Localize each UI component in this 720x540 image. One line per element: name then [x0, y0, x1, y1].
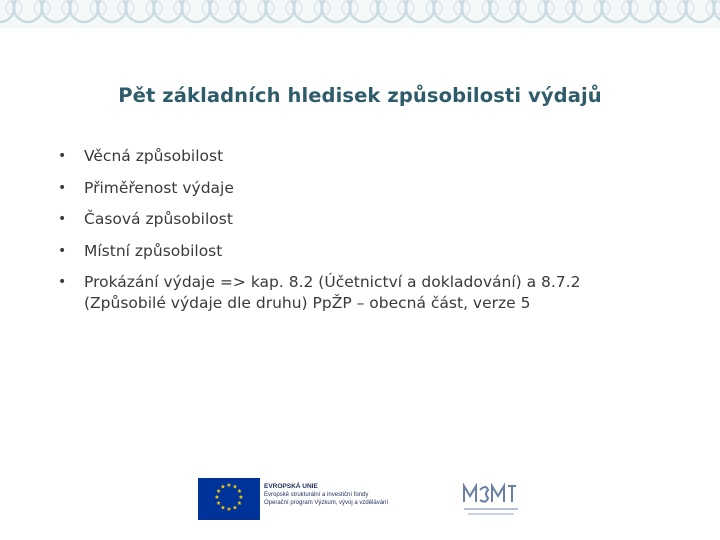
bullet-text: Prokázání výdaje => kap. 8.2 (Účetnictví a dokladování) a 8.7.2 (Způsobilé výdaje dle druhu) PpŽP – obecná část, verze 5 [84, 273, 581, 312]
svg-text:★: ★ [214, 494, 220, 501]
bullet-item [58, 178, 658, 199]
msmt-logo-icon [456, 480, 526, 522]
bullet-text: Přiměřenost výdaje [84, 178, 234, 197]
bullet-text: Časová způsobilost [84, 210, 233, 228]
decorative-banner [0, 0, 720, 28]
eu-funding-text [264, 482, 444, 507]
bullet-icon: • [58, 179, 67, 196]
svg-text:★: ★ [232, 504, 238, 512]
svg-text:★: ★ [220, 483, 226, 491]
bullet-item [58, 146, 658, 167]
svg-text:★: ★ [220, 504, 226, 512]
svg-text:★: ★ [215, 488, 222, 495]
bullet-icon: • [58, 242, 67, 259]
svg-text:★: ★ [226, 506, 232, 513]
svg-text:★: ★ [232, 483, 238, 491]
eu-program: Operační program Výzkum, vývoj a vzdělávání [264, 500, 389, 506]
bullet-icon: • [58, 211, 67, 227]
eu-title: EVROPSKÁ UNIE [264, 483, 318, 490]
svg-text:★: ★ [226, 482, 232, 489]
svg-text:★: ★ [236, 488, 243, 495]
slide-title: Pět základních hledisek způsobilosti výdajů [118, 84, 602, 107]
eu-subtitle: Evropské strukturální a investiční fondy [264, 492, 369, 498]
bullet-item [58, 272, 658, 314]
eu-flag-icon [198, 478, 260, 520]
svg-text:★: ★ [238, 494, 244, 501]
bullet-item [58, 209, 658, 230]
bullet-item [58, 241, 658, 262]
footer-logos [196, 476, 536, 524]
bullet-text: Místní způsobilost [84, 241, 223, 260]
svg-text:★: ★ [215, 500, 222, 507]
bullet-text: Věcná způsobilost [84, 147, 224, 165]
bullet-list [58, 146, 658, 325]
svg-text:★: ★ [236, 500, 243, 507]
bullet-icon: • [58, 148, 67, 164]
bullet-icon: • [58, 274, 67, 290]
